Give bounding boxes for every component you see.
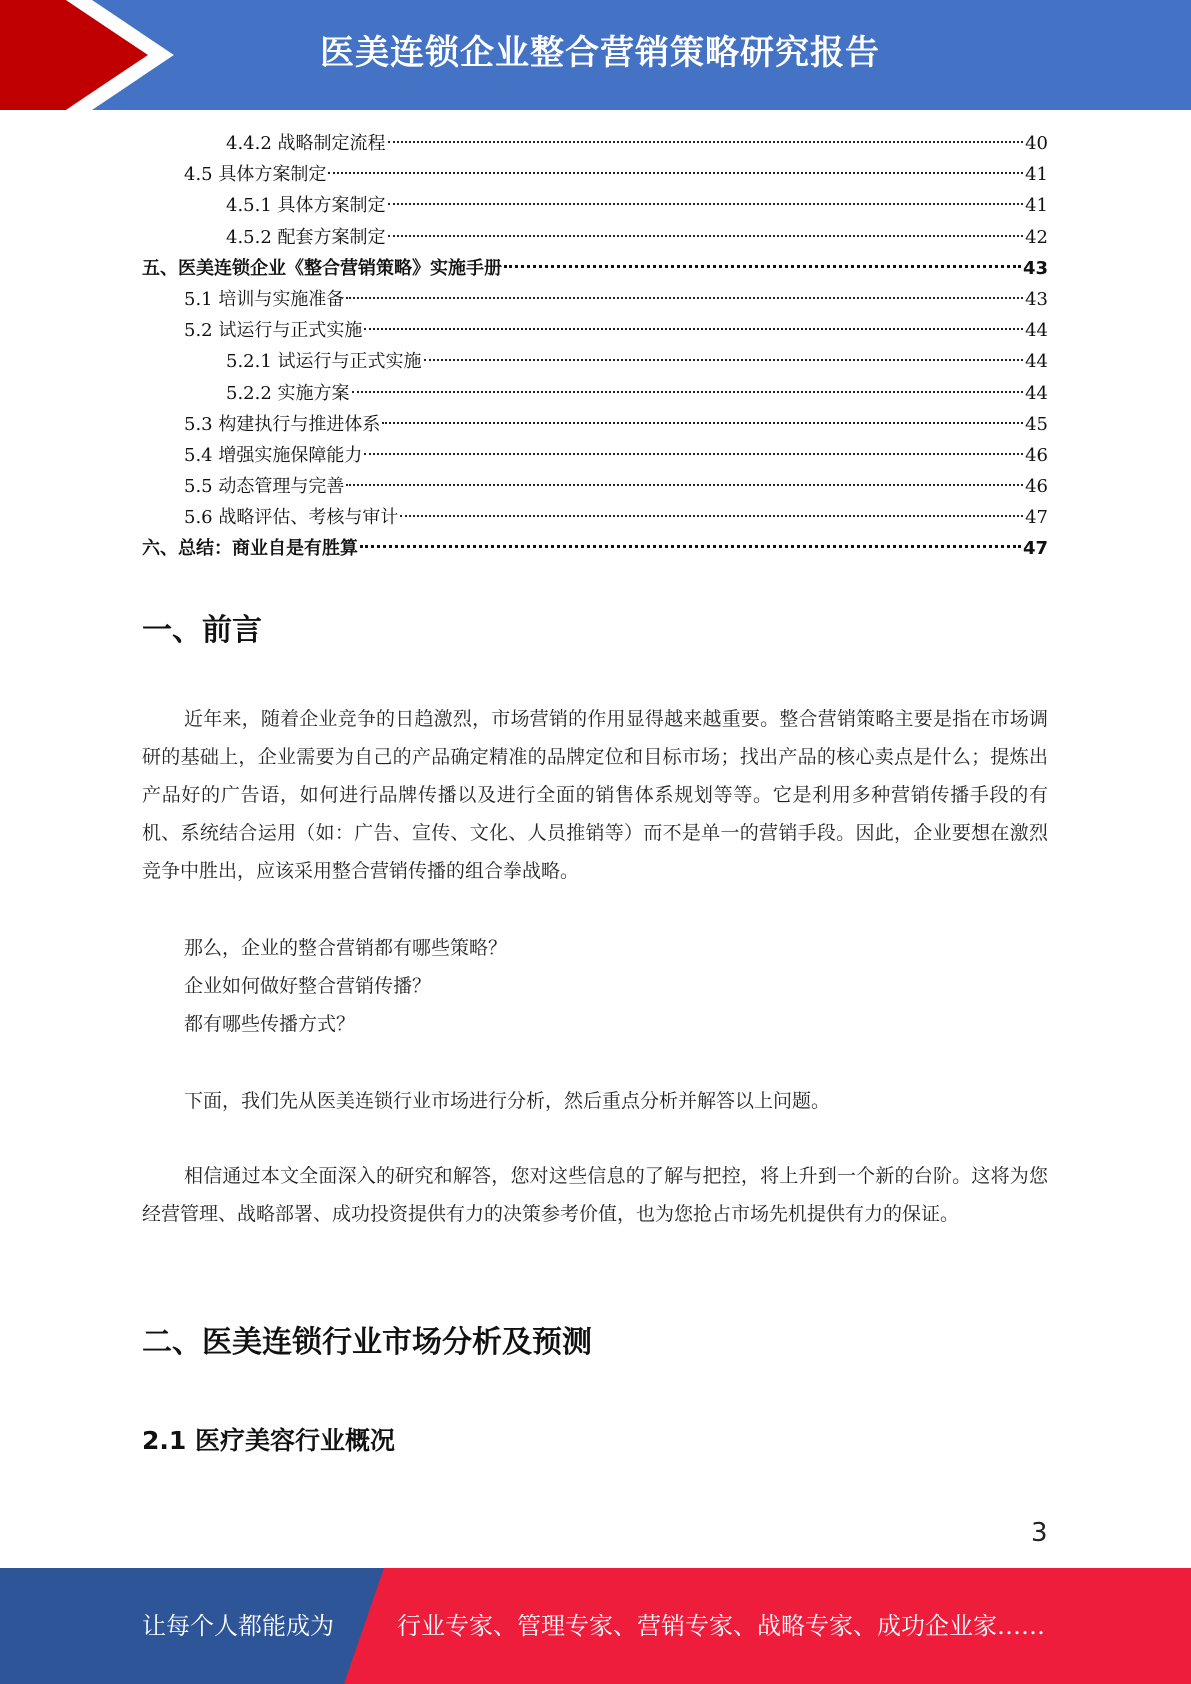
toc-dot-leader [346, 484, 1023, 486]
toc-dot-leader [388, 203, 1024, 205]
preface-paragraph-1: 近年来，随着企业竞争的日趋激烈，市场营销的作用显得越来越重要。整合营销策略主要是指在市场调研的基础上，企业需要为自己的产品确定精准的品牌定位和目标市场；找出产品的核心卖点是什么；提炼出产品好的广告语，如何进行品牌传播以及进行全面的销售体系规划等等。它是利用多种营销传播手段的有机、系统结合运用（如：广告、宣传、文化、人员推销等）而不是单一的营销手段。因此，企业要想在激烈竞争中胜出，应该采用整合营销传播的组合拳战略。 [142, 708, 1048, 882]
toc-entry-page: 40 [1025, 133, 1048, 154]
toc-entry-label: 5.1 培训与实施准备 [184, 288, 345, 310]
question-line-3: 都有哪些传播方式？ [184, 1013, 356, 1035]
toc-entry-label: 5.6 战略评估、考核与审计 [184, 507, 399, 529]
toc-entry-page: 43 [1022, 257, 1048, 279]
chapter2-heading: 二、医美连锁行业市场分析及预测 [142, 1325, 592, 1360]
toc-entry-label: 5.2.2 实施方案 [226, 382, 350, 404]
toc-dot-leader [424, 359, 1024, 361]
preface-heading: 一、前言 [142, 613, 262, 648]
toc-entry-page: 44 [1025, 320, 1048, 342]
toc-dot-leader [352, 391, 1024, 393]
toc-entry-page: 47 [1025, 507, 1048, 529]
toc-entry-label: 4.5 具体方案制定 [184, 164, 327, 186]
toc-entry-label: 4.5.1 具体方案制定 [226, 195, 386, 217]
toc-entry[interactable] [142, 346, 1048, 377]
question-line-2: 企业如何做好整合营销传播？ [184, 975, 432, 997]
toc-dot-leader [388, 235, 1024, 237]
toc-dot-leader [360, 545, 1021, 548]
section-2-1-heading: 2.1 医疗美容行业概况 [142, 1426, 395, 1455]
toc-entry-page: 42 [1025, 226, 1048, 248]
toc-entry[interactable] [142, 471, 1048, 502]
toc-entry[interactable] [142, 409, 1048, 440]
toc-entry[interactable] [142, 128, 1048, 159]
toc-entry-page: 46 [1025, 476, 1048, 498]
toc-entry-label: 5.2.1 试运行与正式实施 [226, 351, 422, 373]
toc-entry[interactable] [142, 284, 1048, 315]
page-header [0, 0, 1191, 110]
toc-entry-label: 六、总结：商业自是有胜算 [142, 538, 358, 560]
toc-entry[interactable] [142, 190, 1048, 221]
report-title: 医美连锁企业整合营销策略研究报告 [320, 33, 880, 73]
toc-dot-leader [328, 172, 1023, 174]
toc-entry[interactable] [142, 440, 1048, 471]
toc-dot-leader [388, 141, 1024, 143]
toc-dot-leader [364, 453, 1023, 455]
toc-entry-label: 4.5.2 配套方案制定 [226, 226, 386, 248]
toc-entry-page: 46 [1025, 444, 1048, 466]
toc-entry[interactable] [142, 533, 1048, 564]
toc-entry[interactable] [142, 222, 1048, 253]
toc-entry[interactable] [142, 378, 1048, 409]
preface-paragraph-3: 相信通过本文全面深入的研究和解答，您对这些信息的了解与把控，将上升到一个新的台阶。这将为您经营管理、战略部署、成功投资提供有力的决策参考价值，也为您抢占市场先机提供有力的保证。 [142, 1165, 1048, 1225]
page-footer [0, 1568, 1191, 1684]
toc-entry-page: 41 [1025, 195, 1048, 217]
toc-entry[interactable] [142, 502, 1048, 533]
toc-entry-page: 41 [1025, 164, 1048, 186]
toc-entry-label: 5.4 增强实施保障能力 [184, 444, 363, 466]
toc-entry[interactable] [142, 159, 1048, 190]
toc-entry-page: 43 [1025, 288, 1048, 310]
footer-slogan-left: 让每个人都能成为 [142, 1612, 334, 1640]
preface-paragraph-2: 下面，我们先从医美连锁行业市场进行分析，然后重点分析并解答以上问题。 [184, 1090, 831, 1112]
toc-entry[interactable] [142, 253, 1048, 284]
toc-entry[interactable] [142, 315, 1048, 346]
toc-entry-label: 5.2 试运行与正式实施 [184, 320, 363, 342]
toc-dot-leader [382, 422, 1023, 424]
toc-dot-leader [364, 328, 1023, 330]
toc-dot-leader [400, 515, 1023, 517]
toc-entry-page: 47 [1022, 538, 1048, 560]
toc-entry-label: 4.4.2 战略制定流程 [226, 133, 386, 154]
footer-slogan-right: 行业专家、管理专家、营销专家、战略专家、成功企业家…… [397, 1612, 1045, 1640]
toc-entry-page: 45 [1025, 413, 1048, 435]
toc-entry-label: 5.3 构建执行与推进体系 [184, 413, 381, 435]
toc-entry-label: 5.5 动态管理与完善 [184, 476, 345, 498]
toc-dot-leader [346, 297, 1023, 299]
table-of-contents [142, 128, 1048, 565]
toc-dot-leader [504, 265, 1021, 268]
toc-entry-page: 44 [1025, 382, 1048, 404]
toc-entry-label: 五、医美连锁企业《整合营销策略》实施手册 [142, 257, 502, 279]
toc-entry-page: 44 [1025, 351, 1048, 373]
page-number: 3 [1031, 1518, 1048, 1548]
question-line-1: 那么，企业的整合营销都有哪些策略？ [184, 937, 508, 959]
